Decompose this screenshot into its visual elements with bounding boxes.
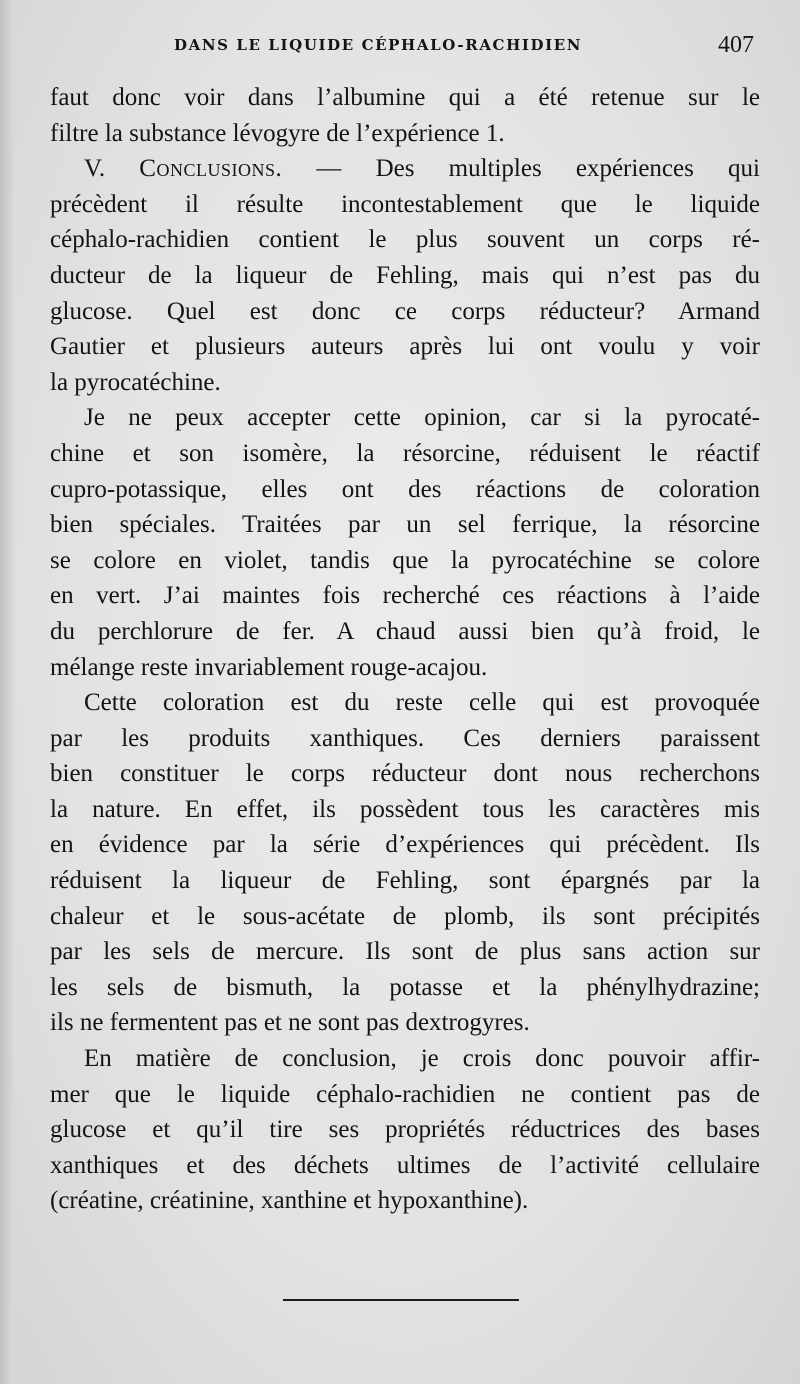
text-line: la nature. En effet, ils possèdent tous les caractères mis [50,795,760,823]
text-line: les sels de bismuth, la potasse et la phénylhydrazine; [50,973,760,1001]
text-line: glucose et qu’il tire ses propriétés réductrices des bases [50,1116,760,1144]
section-number: V. [84,155,140,183]
closing-rule [283,1299,519,1301]
paragraph-first-line: Je ne peux accepter cette opinion, car si la pyrocaté- [84,404,760,432]
text-line: glucose. Quel est donc ce corps réducteur? Armand [50,297,760,325]
text-line: en évidence par la série d’expériences qui précèdent. Ils [50,831,760,859]
body-text [50,80,760,1219]
text-line: mer que le liquide céphalo-rachidien ne contient pas de [50,1080,760,1108]
text-line: chaleur et le sous-acétate de plomb, ils sont précipités [50,902,760,930]
text-line: xanthiques et des déchets ultimes de l’activité cellulaire [50,1151,760,1179]
text-line: faut donc voir dans l’albumine qui a été retenue sur le [50,84,760,111]
text-line: par les produits xanthiques. Ces derniers paraissent [50,724,760,752]
page-number: 407 [718,32,754,58]
text-line: (créatine, créatinine, xanthine et hypoxanthine). [50,1187,529,1215]
text-line: bien spéciales. Traitées par un sel ferrique, la résorcine [50,511,760,539]
text-line: réduisent la liqueur de Fehling, sont épargnés par la [50,867,760,895]
text-line: par les sels de mercure. Ils sont de plus sans action sur [50,938,760,966]
running-head [50,34,760,64]
text-line: du perchlorure de fer. A chaud aussi bien qu’à froid, le [50,617,760,645]
text-line: céphalo-rachidien contient le plus souvent un corps ré- [50,226,760,254]
text-line: en vert. J’ai maintes fois recherché ces réactions à l’aide [50,582,760,610]
text-line: Gautier et plusieurs auteurs après lui ont voulu y voir [50,333,760,361]
text-line: ducteur de la liqueur de Fehling, mais qui n’est pas du [50,261,760,289]
text-line: filtre la substance lévogyre de l’expérience 1. [50,119,505,147]
text-line: bien constituer le corps réducteur dont nous recherchons [50,760,760,788]
text-line: se colore en violet, tandis que la pyrocatéchine se colore [50,546,760,574]
page-gutter-shadow [0,0,14,1384]
section-heading: Conclusions. [139,155,283,183]
text-line: cupro-potassique, elles ont des réactions de coloration [50,475,760,503]
paragraph-first-line: Cette coloration est du reste celle qui est provoquée [84,689,760,717]
text-span: — Des multiples expériences qui [282,155,760,183]
text-line: ils ne fermentent pas et ne sont pas dextrogyres. [50,1009,530,1037]
running-head-title: DANS LE LIQUIDE CÉPHALO-RACHIDIEN [174,36,583,54]
text-line: précèdent il résulte incontestablement que le liquide [50,190,760,218]
text-line: la pyrocatéchine. [50,368,221,396]
text-line: chine et son isomère, la résorcine, réduisent le réactif [50,439,760,467]
section-heading-line [50,151,760,187]
paragraph-first-line: En matière de conclusion, je crois donc pouvoir affir- [84,1045,760,1073]
text-line: mélange reste invariablement rouge-acajou. [50,653,488,681]
